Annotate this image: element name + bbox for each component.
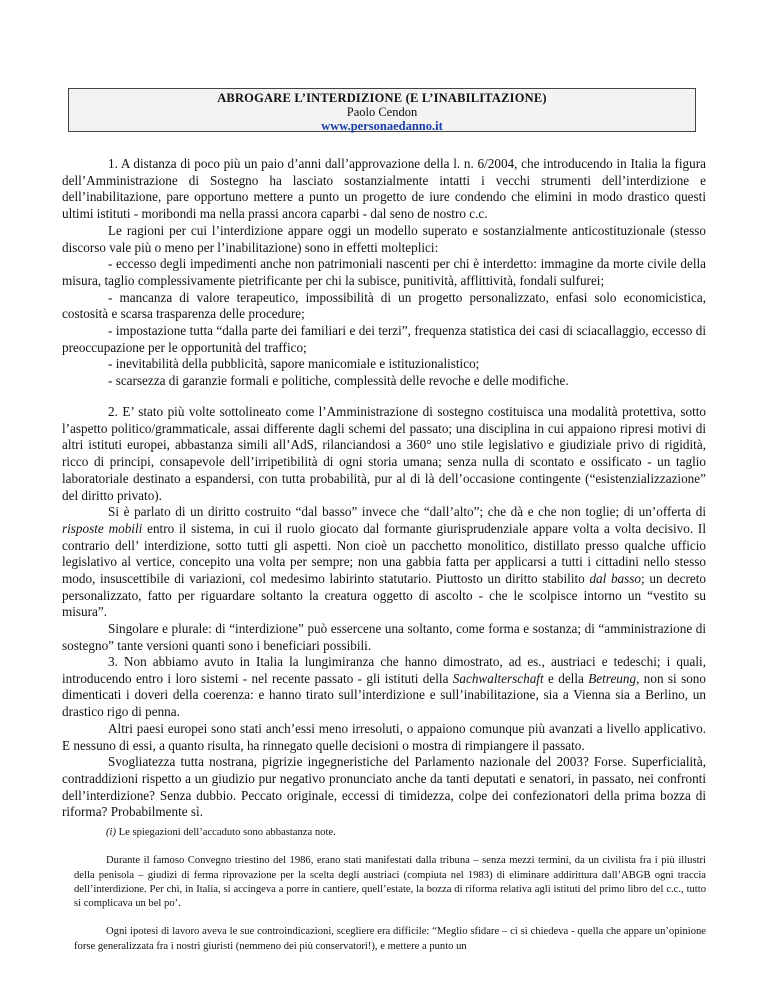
bullet-item: - inevitabilità della pubblicità, sapore manicomiale e istituzionalistico; xyxy=(108,356,480,372)
section-3-paragraph: Altri paesi europei sono stati anch’essi meno irresoluti, o appaiono comunque più avanzati a livello applicativo. E nessuno di essi, a quanto risulta, ha rinnegato quelle decisioni o mostra di rimpiangere il passato. xyxy=(62,720,706,753)
section-1 xyxy=(62,156,706,390)
page-title: ABROGARE L’INTERDIZIONE (E L’INABILITAZIONE) xyxy=(217,91,547,105)
bullet-item: - scarsezza di garanzie formali e politiche, complessità delle revoche e delle modifiche. xyxy=(108,373,569,389)
section-1-paragraph: 1. A distanza di poco più un paio d’anni dall’approvazione della l. n. 6/2004, che introducendo in Italia la figura dell’Amministrazione di Sostegno ha lasciato sostanzialmente intatti i vecchi strumenti dell’interdizione e dell’inabilitazione, pare opportuno mettere a punto un progetto de iure condendo che elimini in modo drastico questi ultimi istituti - moribondi ma nella prassi ancora caparbi - dal seno de nostro c.c. xyxy=(62,156,706,222)
section-2-paragraph: Si è parlato di un diritto costruito “dal basso” invece che “dall’alto”; che dà e che non toglie; di un’offerta di risposte mobili entro il sistema, in cui il ruolo giocato dal formante giurisprudenziale appare volta a volta decisivo. Il contrario dell’ interdizione, sotto tutti gli aspetti. Non cioè un pacchetto monolitico, distillato presso qualche ufficio legislativo al vertice, concepito una volta per sempre; non una gabbia fatta per applicarsi a tutti i cittadini nello stesso modo, insuscettibile di variazioni, col medesimo labirinto statutario. Piuttosto un diritto stabilito dal basso; un decreto personalizzato, fatto per riguardare soltanto la creatura oggetto di ascolto - che le scolpisce intorno un “vestito su misura”. xyxy=(62,504,707,620)
section-2-paragraph: Singolare e plurale: di “interdizione” può essercene una soltanto, come forma e sostanza; di “amministrazione di sostegno” tante versioni quanti sono i beneficiari possibili. xyxy=(62,621,706,653)
footnote-marker: (i) xyxy=(106,827,116,838)
section-1-paragraph: Le ragioni per cui l’interdizione appare oggi un modello superato e sostanzialmente anticostituzionale (stesso discorso vale più o meno per l’inabilitazione) sono in effetti molteplici: xyxy=(62,222,706,255)
bullet-item: - mancanza di valore terapeutico, impossibilità di un progetto personalizzato, enfasi solo economicistica, costosità e scarsa trasparenza delle procedure; xyxy=(62,289,706,322)
title-box xyxy=(68,88,696,132)
section-3-paragraph: Svogliatezza tutta nostrana, pigrizie ingegneristiche del Parlamento nazionale del 2003? Forse. Superficialità, contraddizioni rispetto a un giudizio pur negativo pronunciato anche da tanti deputati e senatori, in passato, nei confronti dell’interdizione? Senza dubbio. Peccato originale, eccessi di timidezza, colpe dei confezionatori della prima bozza di riforma? Probabilmente sì. xyxy=(62,754,706,820)
section-3 xyxy=(62,654,706,821)
bullet-item: - eccesso degli impedimenti anche non patrimoniali nascenti per chi è interdetto: immagine da morte civile della misura, taglio complessivamente pietrificante per chi la subisce, punitività, afflittività, fondali sulfurei; xyxy=(62,256,706,288)
section-2-paragraph: 2. E’ stato più volte sottolineato come l’Amministrazione di sostegno costituisca una modalità protettiva, sotto l’aspetto politico/grammaticale, assai differente dagli schemi del passato; una disciplina in cui appaiono ripresi motivi di altri istituti europei, abbastanza simili all’AdS, rilanciandosi a 360° uno stile legislativo e giudiziale privo di rigidità, ricco di principi, consapevole dell’irripetibilità di ogni storia umana; senza nulla di scontato e ossificato - un taglio laboratoriale destinato a espandersi, con tutta probabilità, pur al di là dell’occasione contingente (“esistenzializzazione” del diritto privato). xyxy=(62,404,706,503)
section-2 xyxy=(62,404,706,655)
bullet-item: - impostazione tutta “dalla parte dei familiari e dei terzi”, frequenza statistica dei casi di sciacallaggio, eccesso di preoccupazione per le opportunità del traffico; xyxy=(62,323,706,355)
footnote: (i) Le spiegazioni dell’accaduto sono abbastanza note. xyxy=(106,827,336,838)
website-link[interactable]: www.personaedanno.it xyxy=(321,119,443,133)
author-name: Paolo Cendon xyxy=(346,105,418,119)
footnotes xyxy=(74,826,706,954)
footnote-paragraph: Ogni ipotesi di lavoro aveva le sue controindicazioni, scegliere era difficile: “Meglio sfidare – ci si chiedeva - quella che appare un’opinione forse generalizzata fra i nostri giuristi (nemmeno dei più conservatori!), e mettere a punto un xyxy=(74,926,706,952)
footnote-paragraph: Durante il famoso Convegno triestino del 1986, erano stati manifestati dalla tribuna – senza mezzi termini, da un civilista fra i più illustri della penisola – giudizi di ferma riprovazione per la scelta degli austriaci (compiuta nel 1983) di eliminare addirittura dall’ABGB ogni traccia dell’interdizione. Per chi, in Italia, si accingeva a porre in cantiere, quell’estate, la bozza di riforma relativa agli istituti del primo libro del c.c., tutto si complicava un bel po’. xyxy=(74,855,706,910)
section-3-paragraph: 3. Non abbiamo avuto in Italia la lungimiranza che hanno dimostrato, ad es., austriaci e tedeschi; i quali, introducendo entro i loro sistemi - nel recente passato - gli istituti della Sachwalterschaft e della Betreung, non si sono dimenticati i doveri della coerenza: e hanno tirato sull’interdizione e sull’inabilitazione, sia a Vienna sia a Berlino, un drastico rigo di penna. xyxy=(62,654,706,720)
